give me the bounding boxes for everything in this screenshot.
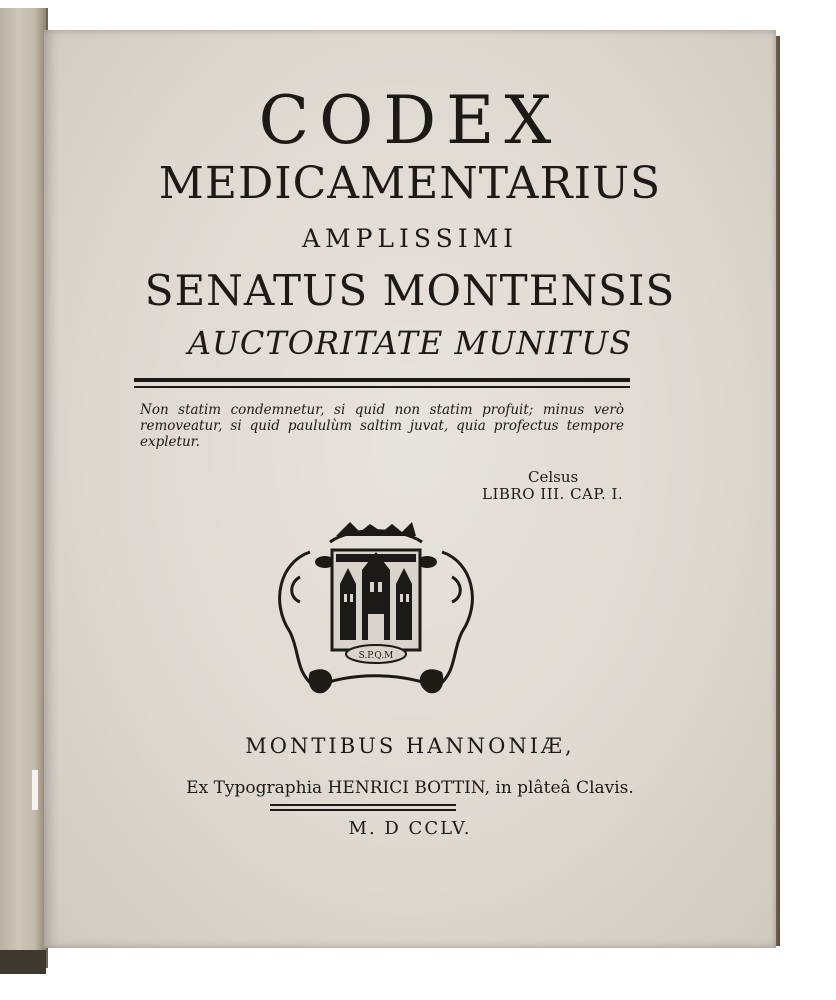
front-board bbox=[0, 8, 48, 968]
epigraph-author: Celsus bbox=[528, 468, 579, 486]
title-senatus-montensis: SENATUS MONTENSIS bbox=[144, 266, 676, 315]
imprint-rule-1 bbox=[270, 804, 456, 806]
coat-of-arms-emblem bbox=[270, 522, 482, 702]
imprint-place: MONTIBUS HANNONIÆ, bbox=[245, 734, 575, 758]
paper-strip bbox=[32, 770, 38, 810]
emblem-motto: S.P.Q.M bbox=[358, 651, 394, 661]
imprint-year: M. D CCLV. bbox=[348, 818, 472, 839]
title-amplissimi: AMPLISSIMI bbox=[301, 224, 519, 253]
imprint-rule-2 bbox=[270, 809, 456, 811]
double-rule-bottom bbox=[134, 386, 630, 388]
epigraph-reference: LIBRO III. CAP. I. bbox=[482, 485, 624, 503]
epigraph-text: Non statim condemnetur, si quid non statim profuit; minus verò removeatur, si quid paululùm saltim juvat, quia profectus tempore expletur. bbox=[140, 402, 624, 450]
title-codex: CODEX bbox=[258, 82, 562, 159]
imprint-printer: Ex Typographia HENRICI BOTTIN, in plâteâ Clavis. bbox=[186, 778, 634, 798]
title-medicamentarius: MEDICAMENTARIUS bbox=[158, 158, 662, 209]
title-auctoritate-munitus: AUCTORITATE MUNITUS bbox=[187, 324, 633, 362]
title-page bbox=[44, 30, 776, 948]
double-rule-top bbox=[134, 378, 630, 382]
board-edge bbox=[0, 950, 46, 974]
